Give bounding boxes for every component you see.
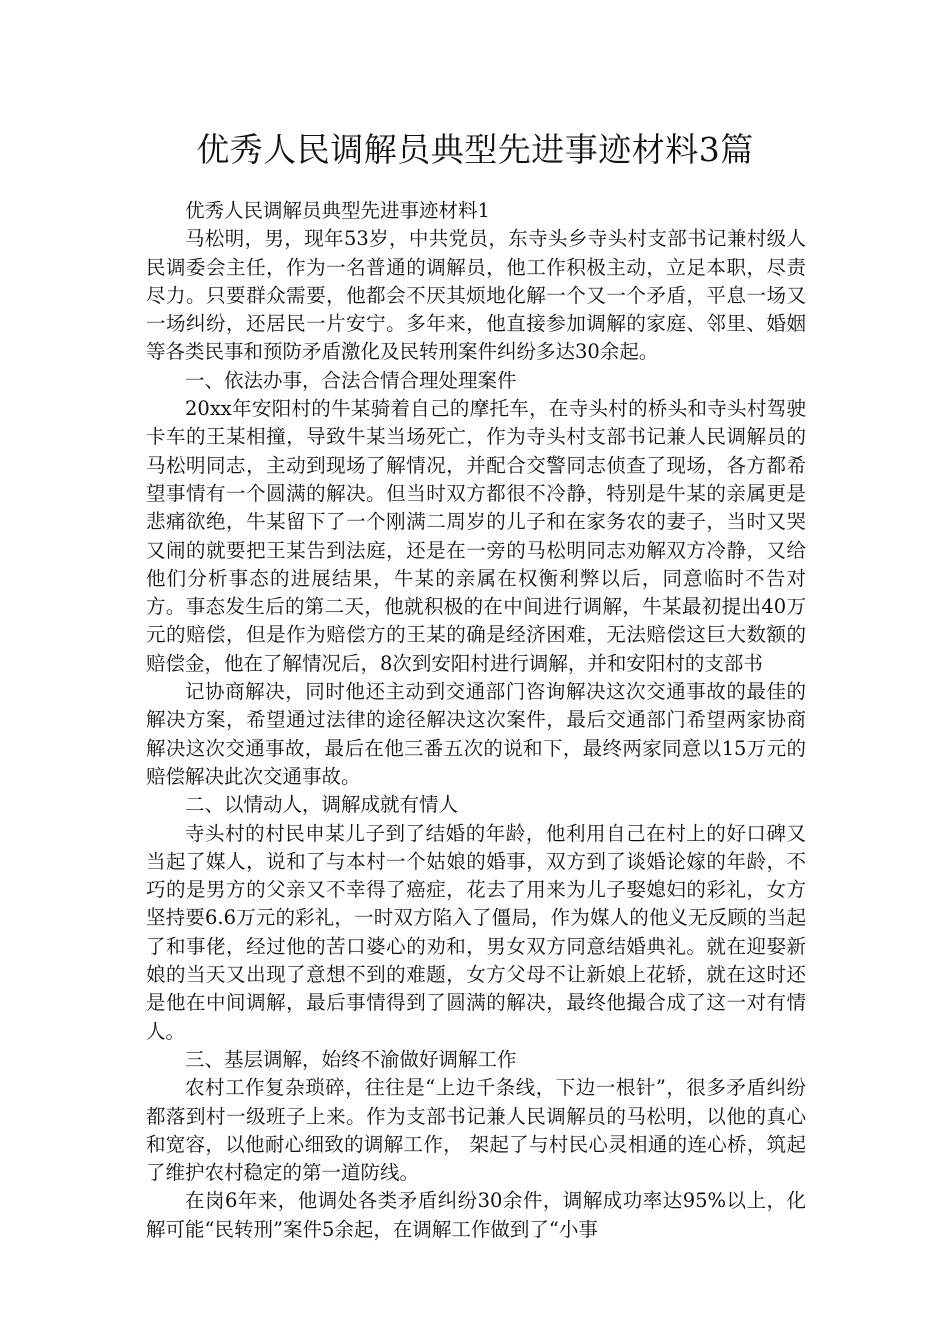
paragraph: 记协商解决，同时他还主动到交通部门咨询解决这次交通事故的最佳的解决方案，希望通过法律的途径解决这次案件，最后交通部门希望两家协商解决这次交通事故，最后在他三番五次的说和下，最终两家同意以15万元的赔偿解决此次交通事故。 <box>146 680 806 788</box>
section-heading: 二、以情动人，调解成就有情人 <box>185 793 459 817</box>
paragraph: 寺头村的村民申某儿子到了结婚的年龄，他利用自己在村上的好口碑又当起了媒人，说和了与本村一个姑娘的婚事，双方到了谈婚论嫁的年龄，不巧的是男方的父亲又不幸得了癌症，花去了用来为儿子娶媳妇的彩礼，女方坚持要6.6万元的彩礼，一时双方陷入了僵局，作为媒人的他义无反顾的当起了和事佬，经过他的苦口婆心的劝和，男女双方同意结婚典礼。就在迎娶新娘的当天又出现了意想不到的难题，女方父母不让新娘上花轿，就在这时还是他在中间调解，最后事情得到了圆满的解决，最终他撮合成了这一对有情人。 <box>146 821 806 1043</box>
document-title: 优秀人民调解员典型先进事迹材料3篇 <box>196 130 754 169</box>
paragraph: 农村工作复杂琐碎，往往是“上边千条线，下边一根针”，很多矛盾纠纷都落到村一级班子上来。作为支部书记兼人民调解员的马松明，以他的真心和宽容，以他耐心细致的调解工作， 架起了与村民心灵相通的连心桥，筑起了维护农村稳定的第一道防线。 <box>146 1076 806 1185</box>
document-body <box>146 197 806 1244</box>
paragraph: 马松明，男，现年53岁，中共党员，东寺头乡寺头村支部书记兼村级人民调委会主任，作为一名普通的调解员，他工作积极主动，立足本职，尽责尽力。只要群众需要，他都会不厌其烦地化解一个又一个矛盾，平息一场又一场纠纷，还居民一片安宁。多年来，他直接参加调解的家庭、邻里、婚姻等各类民事和预防矛盾激化及民转刑案件纠纷多达30余起。 <box>146 227 806 364</box>
paragraph: 在岗6年来，他调处各类矛盾纠纷30余件，调解成功率达95%以上，化解可能“民转刑”案件5余起，在调解工作做到了“小事 <box>146 1189 806 1241</box>
paragraph-subtitle: 优秀人民调解员典型先进事迹材料1 <box>185 199 490 222</box>
section-heading: 三、基层调解，始终不渝做好调解工作 <box>185 1047 517 1071</box>
section-heading: 一、依法办事，合法合情合理处理案件 <box>185 368 517 392</box>
paragraph: 20xx年安阳村的牛某骑着自己的摩托车，在寺头村的桥头和寺头村驾驶卡车的王某相撞，导致牛某当场死亡，作为寺头村支部书记兼人民调解员的马松明同志，主动到现场了解情况，并配合交警同志侦查了现场，各方都希望事情有一个圆满的解决。但当时双方都很不冷静，特别是牛某的亲属更是悲痛欲绝，牛某留下了一个刚满二周岁的儿子和在家务农的妻子，当时又哭又闹的就要把王某告到法庭，还是在一旁的马松明同志劝解双方冷静，又给他们分析事态的进展结果，牛某的亲属在权衡利弊以后，同意临时不告对方。事态发生后的第二天，他就积极的在中间进行调解，牛某最初提出40万元的赔偿，但是作为赔偿方的王某的确是经济困难，无法赔偿这巨大数额的赔偿金，他在了解情况后，8次到安阳村进行调解，并和安阳村的支部书 <box>146 397 806 675</box>
